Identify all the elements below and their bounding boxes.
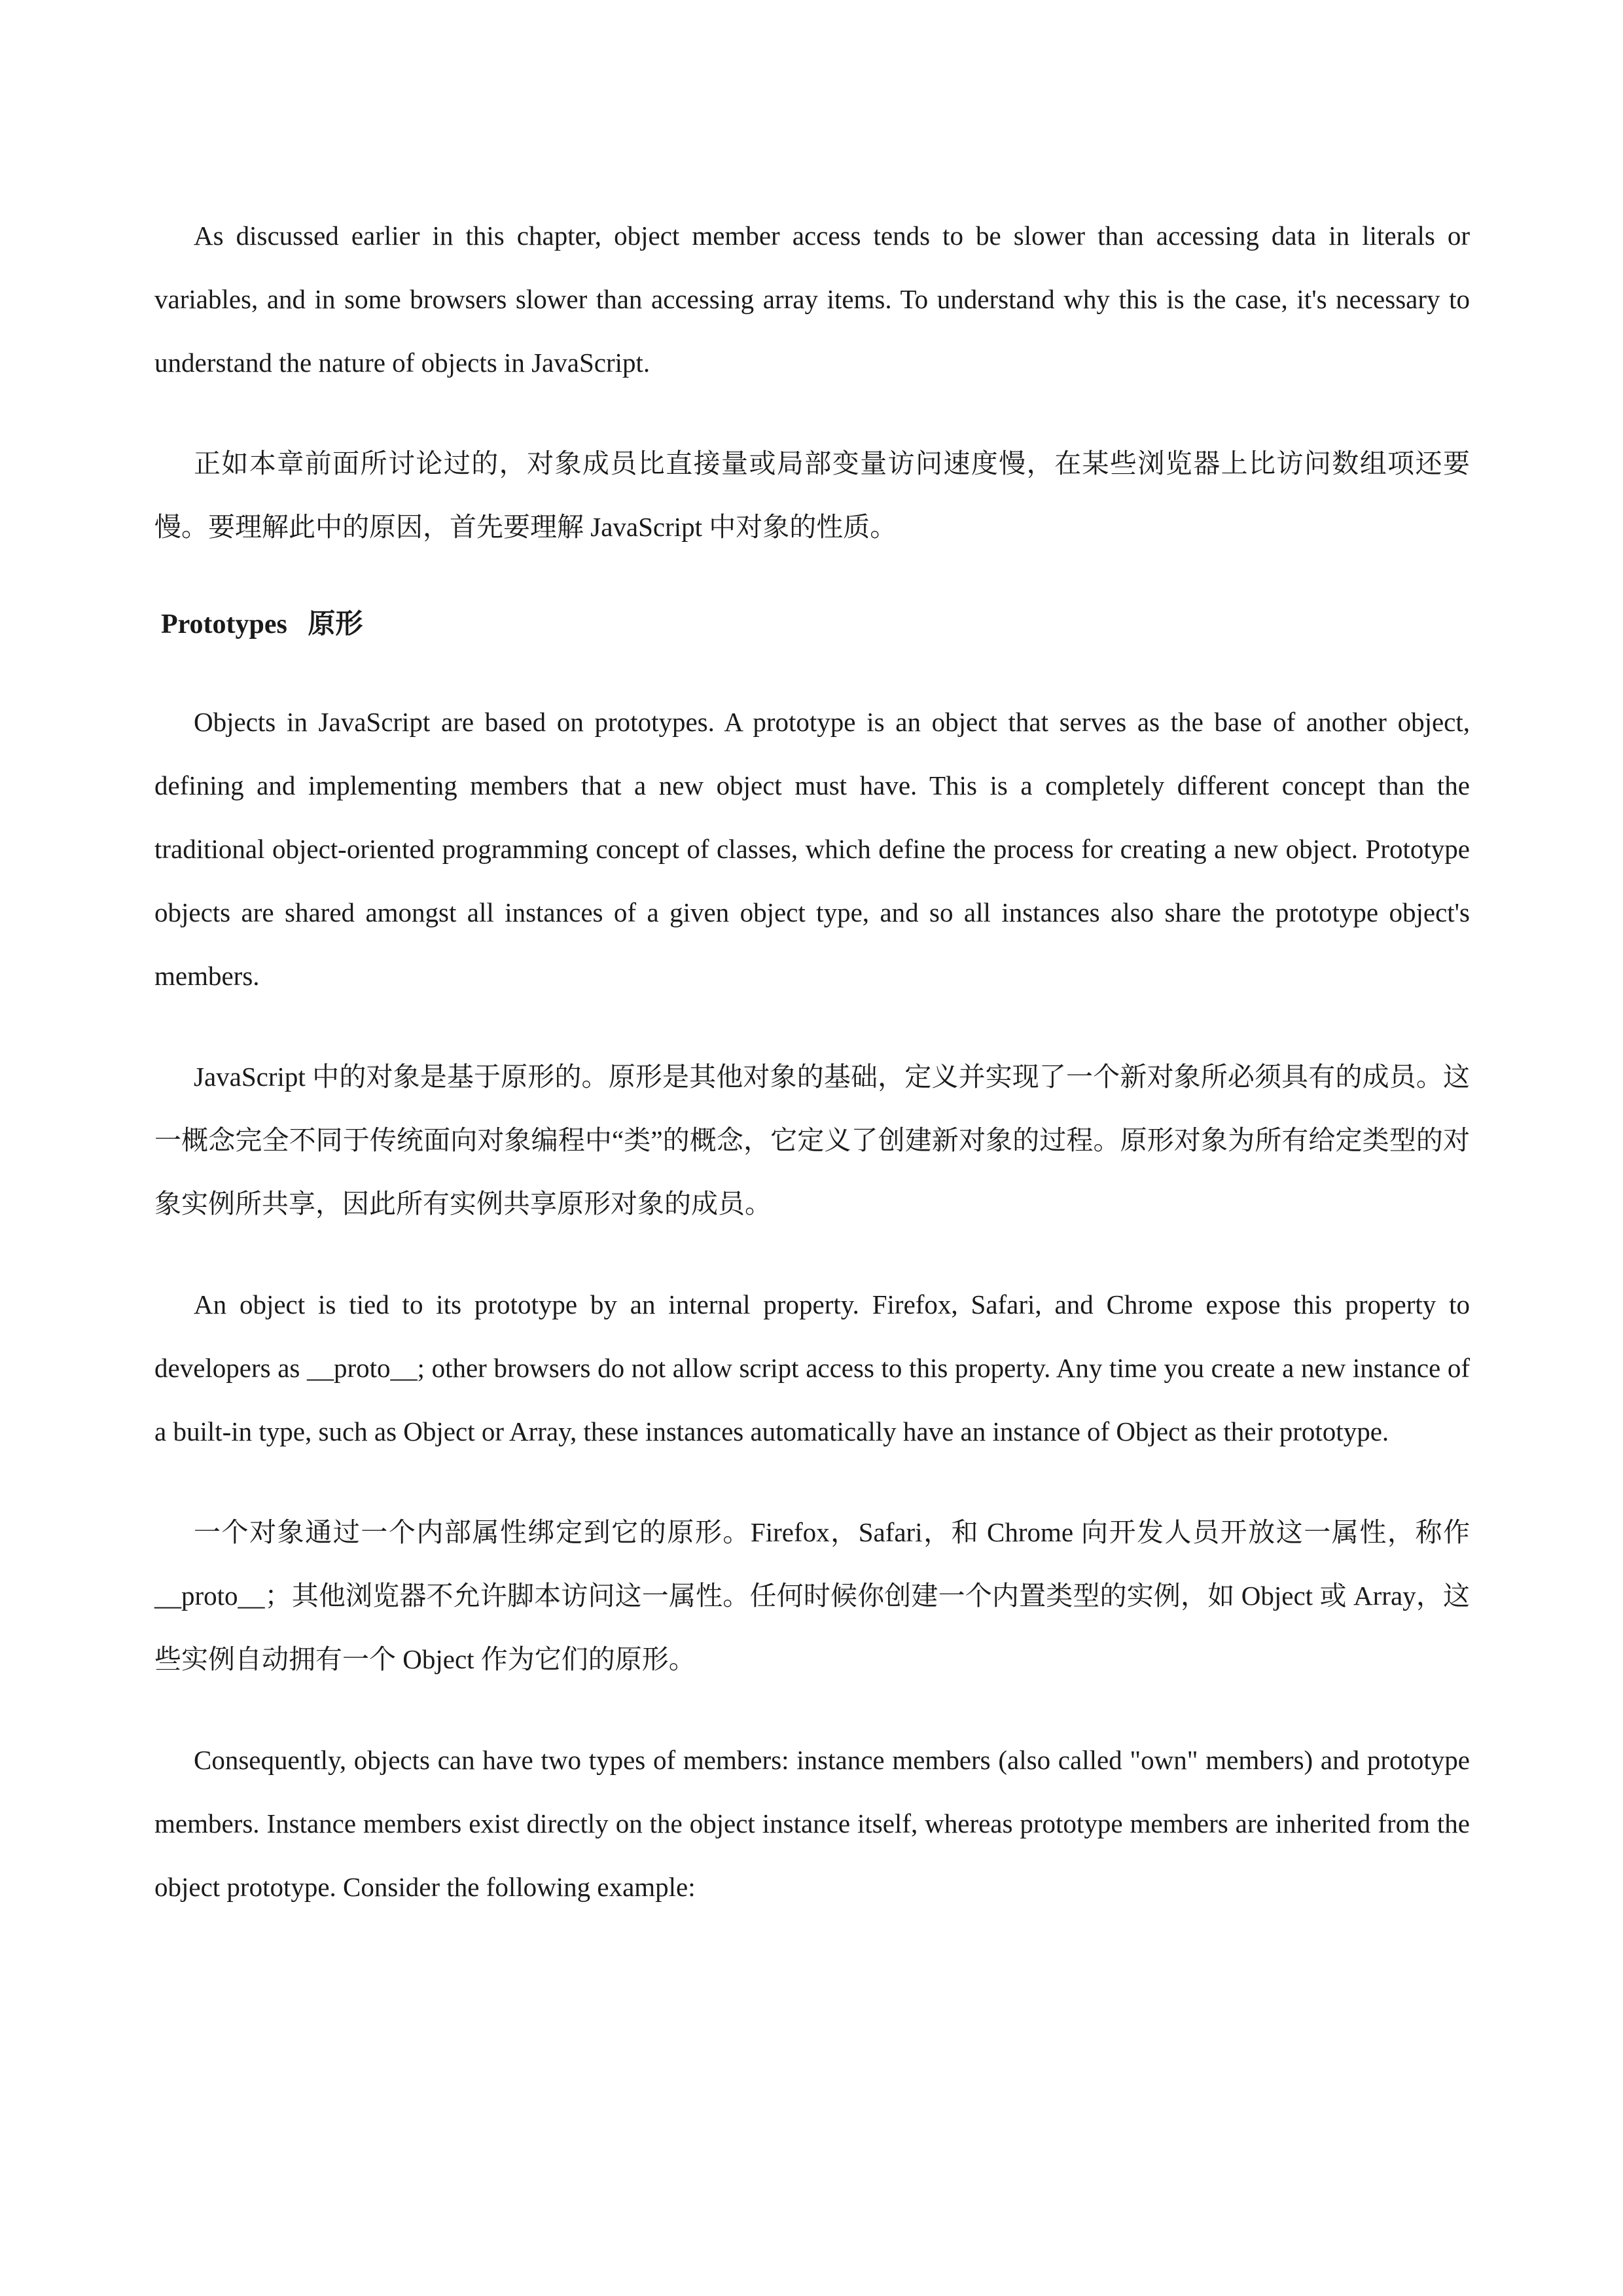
paragraph-intro-en: As discussed earlier in this chapter, object member access tends to be slower than accessing data in literals or variables, and in some browsers slower than accessing array items. To understand why this is the case, it's necessary to understand the nature of objects in JavaScript. [154, 221, 1470, 378]
document-body [154, 204, 1470, 1919]
paragraph-prototypes-zh: JavaScript 中的对象是基于原形的。原形是其他对象的基础，定义并实现了一个新对象所必须具有的成员。这一概念完全不同于传统面向对象编程中“类”的概念，它定义了创建新对象的过程。原形对象为所有给定类型的对象实例所共享，因此所有实例共享原形对象的成员。 [154, 1062, 1470, 1219]
paragraph-member-types-en: Consequently, objects can have two types of members: instance members (also called "own" members) and prototype members. Instance members exist directly on the object instance itself, whereas prototype members are inherited from the object prototype. Consider the following example: [154, 1745, 1470, 1902]
paragraph-intro-zh: 正如本章前面所讨论过的，对象成员比直接量或局部变量访问速度慢，在某些浏览器上比访问数组项还要慢。要理解此中的原因，首先要理解 JavaScript 中对象的性质。 [154, 448, 1470, 542]
section-heading-prototypes: Prototypes 原形 [161, 609, 363, 639]
paragraph-proto-property-en: An object is tied to its prototype by an internal property. Firefox, Safari, and Chrome expose this property to developers as __proto__; other browsers do not allow script access to this property. Any time you create a new instance of a built-in type, such as Object or Array, these instances automatically have an instance of Object as their prototype. [154, 1289, 1470, 1446]
paragraph-proto-property-zh: 一个对象通过一个内部属性绑定到它的原形。Firefox，Safari，和 Chrome 向开发人员开放这一属性，称作__proto__；其他浏览器不允许脚本访问这一属性。任何时候你创建一个内置类型的实例，如 Object 或 Array，这些实例自动拥有一个 Object 作为它们的原形。 [154, 1517, 1470, 1674]
paragraph-prototypes-en: Objects in JavaScript are based on prototypes. A prototype is an object that serves as the base of another object, defining and implementing members that a new object must have. This is a completely different concept than the traditional object-oriented programming concept of classes, which define the process for creating a new object. Prototype objects are shared amongst all instances of a given object type, and so all instances also share the prototype object's members. [154, 707, 1470, 991]
